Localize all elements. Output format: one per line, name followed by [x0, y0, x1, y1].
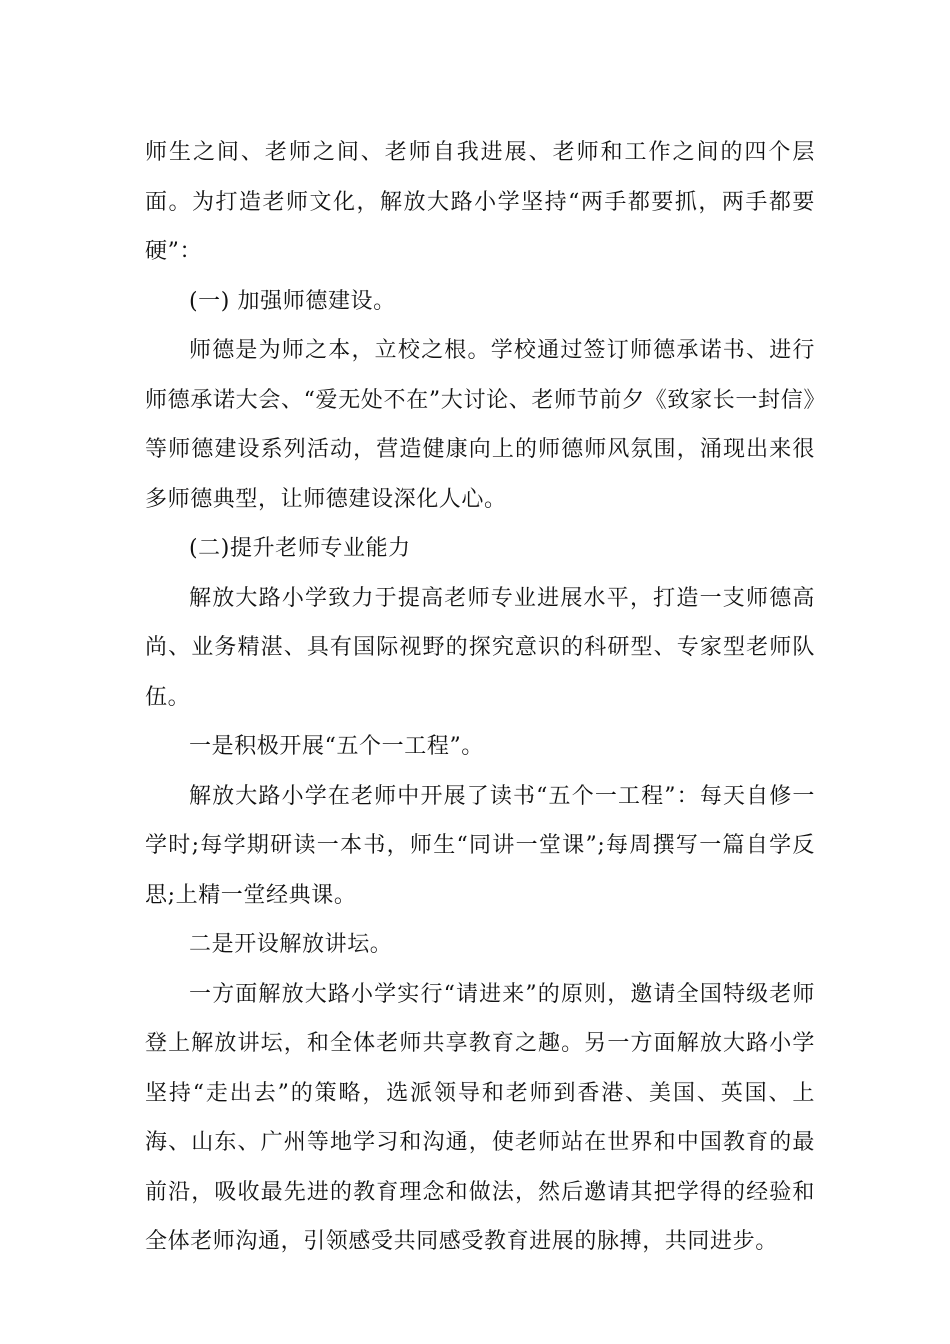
- paragraph-ability: 解放大路小学致力于提高老师专业进展水平，打造一支师德高尚、业务精湛、具有国际视野的探究意识的科研型、专家型老师队伍。: [145, 585, 815, 710]
- heading-five-one-project: 一是积极开展“五个一工程”。: [189, 734, 484, 759]
- heading-strengthen-ethics: (一) 加强师德建设。: [189, 288, 396, 314]
- paragraph-lecture-forum: 一方面解放大路小学实行“请进来”的原则，邀请全国特级老师登上解放讲坛，和全体老师共享教育之趣。另一方面解放大路小学坚持“走出去”的策略，选派领导和老师到香港、美国、英国、上海、山东、广州等地学习和沟通，使老师站在世界和中国教育的最前沿，吸收最先进的教育理念和做法，然后邀请其把学得的经验和全体老师沟通，引领感受共同感受教育进展的脉搏，共同进步。: [145, 981, 815, 1254]
- heading-improve-ability: (二)提升老师专业能力: [189, 536, 411, 561]
- paragraph-ethics: 师德是为师之本，立校之根。学校通过签订师德承诺书、进行师德承诺大会、“爱无处不在”大讨论、老师节前夕《致家长一封信》等师德建设系列活动，营造健康向上的师德师风氛围，涌现出来很多师德典型，让师德建设深化人心。: [145, 338, 815, 512]
- paragraph-five-one-project: 解放大路小学在老师中开展了读书“五个一工程”：每天自修一学时;每学期研读一本书，师生“同讲一堂课”;每周撰写一篇自学反思;上精一堂经典课。: [145, 783, 815, 908]
- heading-lecture-forum: 二是开设解放讲坛。: [189, 932, 393, 957]
- paragraph-intro: 师生之间、老师之间、老师自我进展、老师和工作之间的四个层面。为打造老师文化，解放大路小学坚持“两手都要抓，两手都要硬”：: [145, 140, 815, 264]
- document-body: [145, 128, 815, 1267]
